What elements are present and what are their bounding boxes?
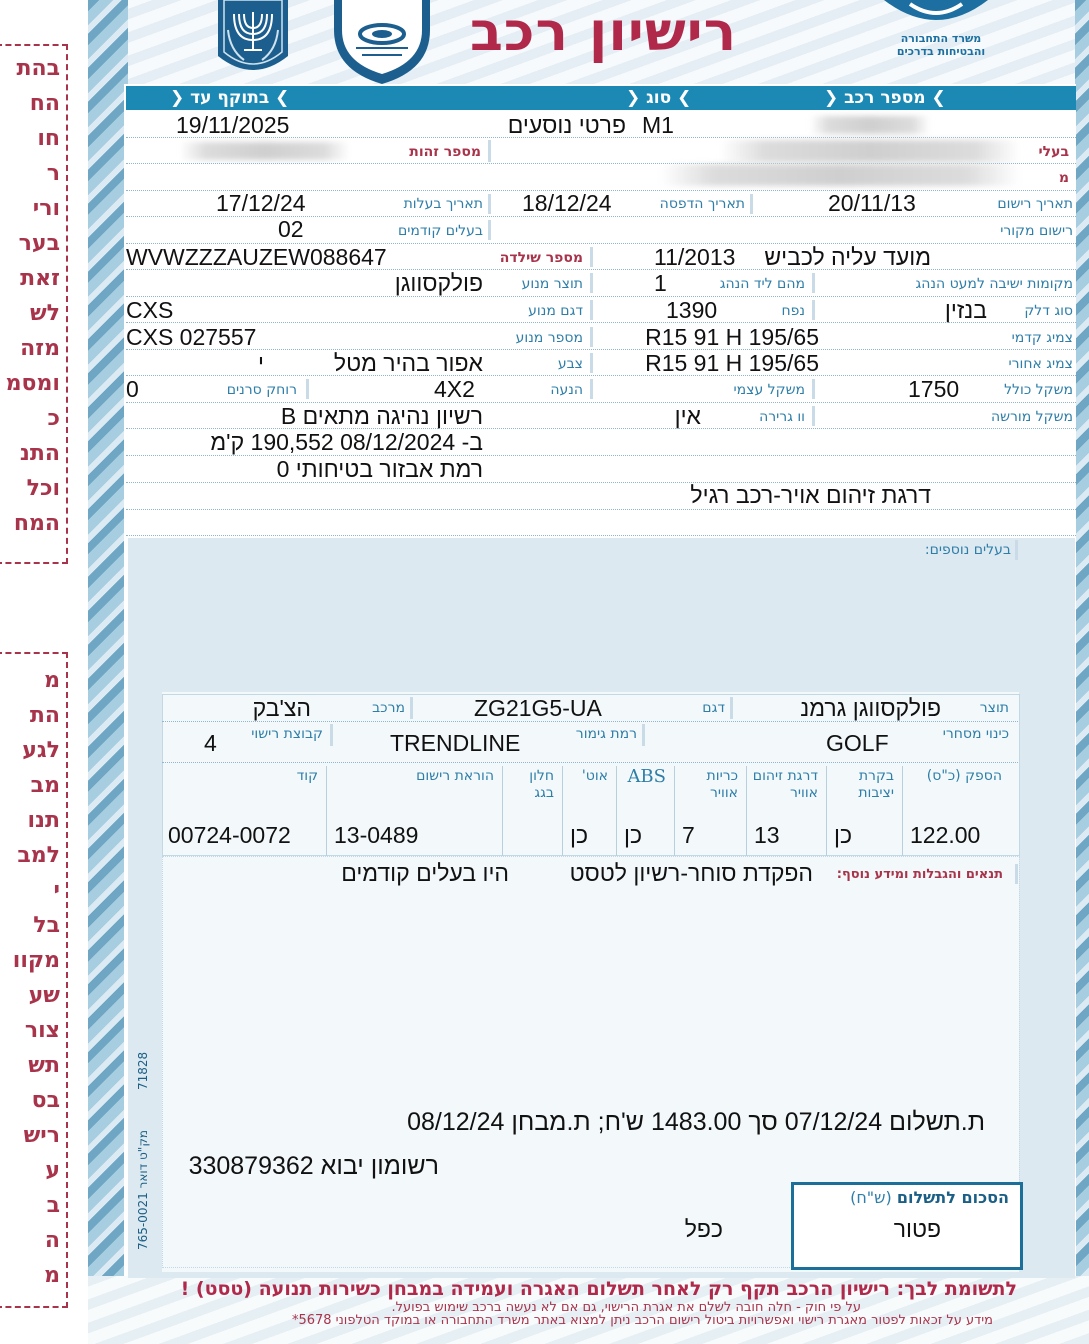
engine-model-value: CXS [126,297,174,323]
separator [746,766,747,856]
left-margin-line: וכל [26,476,60,501]
maker-value: פולקסווגן גרמנ [800,695,941,721]
self-weight-label: משקל עצמי [733,382,805,398]
specs-value-cell: כן [570,822,589,848]
separator [642,724,645,746]
header-valid-until: ❯ בתוקף עד ❮ [170,88,290,108]
payment-label: הסכום לתשלום [896,1188,1009,1207]
separator [562,766,563,856]
odometer-value: ב- 08/12/2024 190,552 ק'מ [210,429,483,455]
trade-name-value: GOLF [826,730,889,756]
axle-distance-value: 0 [126,376,139,402]
row-divider [162,762,1018,763]
specs-header-cell: בקרת יציבות [858,768,894,801]
engine-volume-value: 1390 [666,297,718,323]
vehicle-number-redacted [810,116,930,134]
footer-note-2: מידע על זכאות לפטור מאגרת רישוי ואפשרויות ביטול רישום הרכב ניתן למצוא באתר משרד התחבורה או במוקד הטלפוני 5678* [291,1313,993,1328]
total-weight-label: משקל כולל [1004,382,1073,398]
fuel-type-value: בנזין [944,297,987,323]
rear-tire-label: צמיג אחורי [1008,356,1073,372]
row-divider [126,269,1076,270]
vehicle-type-value: פרטי נוסעים [507,112,626,138]
color-extra: י [258,350,264,376]
left-margin-line: זאת [20,266,60,291]
maker-label: תוצר [979,700,1009,716]
engine-maker-value: פולקסווגן [394,270,483,296]
row-divider [126,216,1076,217]
separator [590,353,593,373]
row-divider [126,509,1076,510]
separator [750,194,753,214]
allowed-weight-label: משקל מורשה [990,409,1073,425]
registration-date-value: 20/11/13 [828,190,916,216]
specs-header-cell: כריות אוויר [706,768,738,801]
ministry-logo-text: משרד התחבורה והבטיחות בדרכים [896,32,986,58]
notes-text-2: היו בעלים קודמים [341,860,509,886]
specs-value-cell: כן [834,822,853,848]
separator [306,379,309,399]
left-margin-line: ה [44,1228,60,1253]
left-margin-line: בהת [16,56,60,81]
digital-stamp-icon [332,0,432,84]
seats-beside-driver-label: מהם ליד הנהג [719,276,805,292]
engine-number-value: CXS 027557 [126,324,257,350]
row-divider [126,322,1076,323]
left-margin-line: ב [46,1193,60,1218]
row-divider [126,455,1076,456]
specs-header-cell: ABS [627,766,666,787]
valid-until-value: 19/11/2025 [176,112,290,138]
engine-volume-label: נפח [781,303,805,319]
front-tire-value: 195/65 R15 91 H [645,324,819,350]
left-margin-line: ר [46,161,60,186]
rear-tire-value: 195/65 R15 91 H [645,350,819,376]
engine-maker-label: תוצר מנוע [521,276,583,292]
owner-name-redacted [720,140,1020,162]
specs-header-cell: אוט' [581,768,608,784]
separator [590,327,593,347]
left-margin-line: מ [44,1263,60,1288]
left-margin-line: התנ [19,441,60,466]
footer-note-1: על פי חוק - חלה חובה לשלם את אגרת הרישוי, גם אם לא נעשה ברכב שימוש בפועל. [391,1300,861,1315]
separator [730,697,733,719]
print-date-label: תאריך הדפסה [659,196,745,212]
ministry-logo-icon [880,0,992,30]
separator [488,194,491,214]
registration-group-label: קבוצת רישוי [251,726,323,742]
payment-label-row [850,1188,1009,1207]
separator [330,724,333,746]
row-divider [126,349,1076,350]
background-pattern-right [1075,0,1089,1344]
separator [812,406,815,426]
left-margin-line: הת [29,703,60,728]
separator [812,300,815,320]
safety-level-value: רמת אבזור בטיחותי 0 [276,456,483,482]
engine-number-label: מספר מנוע [515,330,583,346]
payment-unit: (ש"ח) [850,1188,892,1207]
payment-value: פטור [893,1216,941,1242]
model-value: ZG21G5-UA [474,695,602,721]
separator [502,766,503,856]
ownership-date-label: תאריך בעלות [403,196,483,212]
specs-value-cell: 7 [682,822,695,848]
trim-label: רמת גימור [575,726,637,742]
front-tire-label: צמיג קדמי [1011,330,1073,346]
owner-label: בעלי [1038,144,1069,160]
row-divider [126,535,1076,536]
row-divider [126,296,1076,297]
postal-code-text: מק"ט דואר 765-0021 [136,1130,150,1250]
row-divider [162,721,1018,722]
specs-value-cell: 13-0489 [334,822,419,848]
left-margin-block-2 [0,652,68,1308]
left-margin-line: לש [30,301,60,326]
header-type: ❯ סוג ❮ [626,88,692,108]
engine-model-label: דגם מנוע [528,303,583,319]
double-value: כפל [684,1216,723,1242]
model-label: דגם [702,700,725,716]
left-margin-line: בל [33,913,60,938]
left-margin-line: תש [28,1053,60,1078]
road-ascent-value: 11/2013 [654,244,736,270]
notes-text-1: הפקדת סוחר-רשיון לטסט [569,860,813,886]
specs-header-cell: דרגת זיהום אוויר [752,768,818,801]
seats-beside-driver-value: 1 [654,270,667,296]
separator [590,300,593,320]
id-number-redacted [180,142,350,160]
barcode-number: 71828 [136,1051,150,1090]
drive-value: 4X2 [434,376,475,402]
separator [1015,864,1018,884]
left-margin-block-1 [0,44,68,564]
footer-warning: לתשומת לבך: רישיון הרכב תקף רק לאחר תשלום האגרה ועמידה במבחן כשירות תנועה (טסט) ! [180,1278,1017,1300]
left-margin-line: הח [29,91,60,116]
separator [590,247,593,267]
left-margin-line: ומסמ [5,371,60,396]
left-margin-line: לגע [22,738,60,763]
notes-label: תנאים והגבלות ומידע נוסף: [836,867,1003,882]
color-value: אפור בהיר מטל [333,350,483,376]
separator [616,766,617,856]
left-margin-line: ורי [32,196,60,221]
document-title: רישיון רכב [470,0,738,63]
chassis-number-label: מספר שילדה [499,250,583,266]
original-registration-label: רישום מקורי [1000,223,1073,239]
fuel-type-label: סוג דלק [1024,303,1073,319]
id-number-label: מספר זהות [409,144,481,160]
specs-header-cell: הספק (כ"ס) [926,768,1002,784]
towing-label: וו גרירה [759,409,805,425]
specs-value-cell: 122.00 [910,822,981,848]
row-divider [126,482,1076,483]
separator [812,379,815,399]
left-margin-line: מב [30,773,60,798]
additional-owners-label: בעלים נוספים: [924,542,1011,558]
previous-owners-label: בעלים קודמים [397,223,483,239]
road-ascent-label: מועד עליה לכביש [764,244,931,270]
row-divider [126,402,1076,403]
left-margin-line: למב [17,843,60,868]
state-emblem-icon [214,0,292,78]
body-label: מרכב [372,700,405,716]
color-label: צבע [557,356,583,372]
specs-value-cell: כן [624,822,643,848]
left-margin-line: המח [13,511,60,536]
seats-except-driver-label: מקומות ישיבה למעט הנהג [915,276,1073,292]
towing-value: אין [674,403,701,429]
pollution-level-value: דרגת זיהום אויר-רכב רגיל [690,482,931,508]
ownership-date-value: 17/12/24 [216,190,306,216]
background-pattern-left [88,0,128,1344]
specs-value-cell: 13 [754,822,780,848]
trim-value: TRENDLINE [390,730,521,756]
separator [488,140,491,162]
left-margin-line: כ [47,406,60,431]
import-line: רשומון יבוא 330879362 [188,1152,439,1180]
chassis-number-value: WVWZZZAUZEW088647 [126,244,387,270]
header-vehicle-number: ❯ מספר רכב ❮ [824,88,946,108]
previous-owners-value: 02 [278,216,304,242]
axle-distance-label: רוחק סרנים [226,382,297,398]
left-margin-line: צור [24,1018,60,1043]
separator [326,766,327,856]
left-margin-line: מ [44,668,60,693]
separator [488,220,491,240]
specs-header-cell: קוד [296,768,318,784]
specs-value-cell: 00724-0072 [168,822,291,848]
print-date-value: 18/12/24 [522,190,612,216]
specs-header-cell: חלון בגג [529,768,554,801]
separator [902,766,903,856]
separator [826,766,827,856]
specs-header-cell: הוראת רישום [416,768,494,784]
left-margin-line: תנו [27,808,60,833]
trade-name-label: כינוי מסחרי [942,726,1009,742]
total-weight-value: 1750 [908,376,960,402]
vehicle-type-code: M1 [642,112,674,138]
left-margin-line: ע [45,1158,60,1183]
row-divider [126,137,1076,138]
registration-group-value: 4 [204,730,217,756]
left-margin-line: מזה [20,336,60,361]
drive-label: הנעה [550,382,583,398]
left-margin-line: שע [28,983,60,1008]
left-margin-line: בער [18,231,60,256]
left-margin-line: מקוו [12,948,60,973]
separator [410,697,413,719]
address-redacted [660,164,1020,186]
left-margin-line: ריש [23,1123,60,1148]
left-margin-line: י [53,878,60,903]
separator [590,273,593,293]
separator [1015,540,1018,560]
body-value: הצ'בק [252,695,311,721]
left-margin-line: חו [37,126,60,151]
payment-line: ת.תשלום 07/12/24 סך 1483.00 ש'ח; ת.מבחן 08/12/24 [407,1108,985,1136]
separator [812,273,815,293]
separator [674,766,675,856]
left-margin-line: בס [31,1088,60,1113]
registration-date-label: תאריך רישום [997,196,1073,212]
separator [590,379,593,399]
m-label: מ [1058,170,1069,186]
license-type-value: רשיון נהיגה מתאים B [280,403,483,429]
